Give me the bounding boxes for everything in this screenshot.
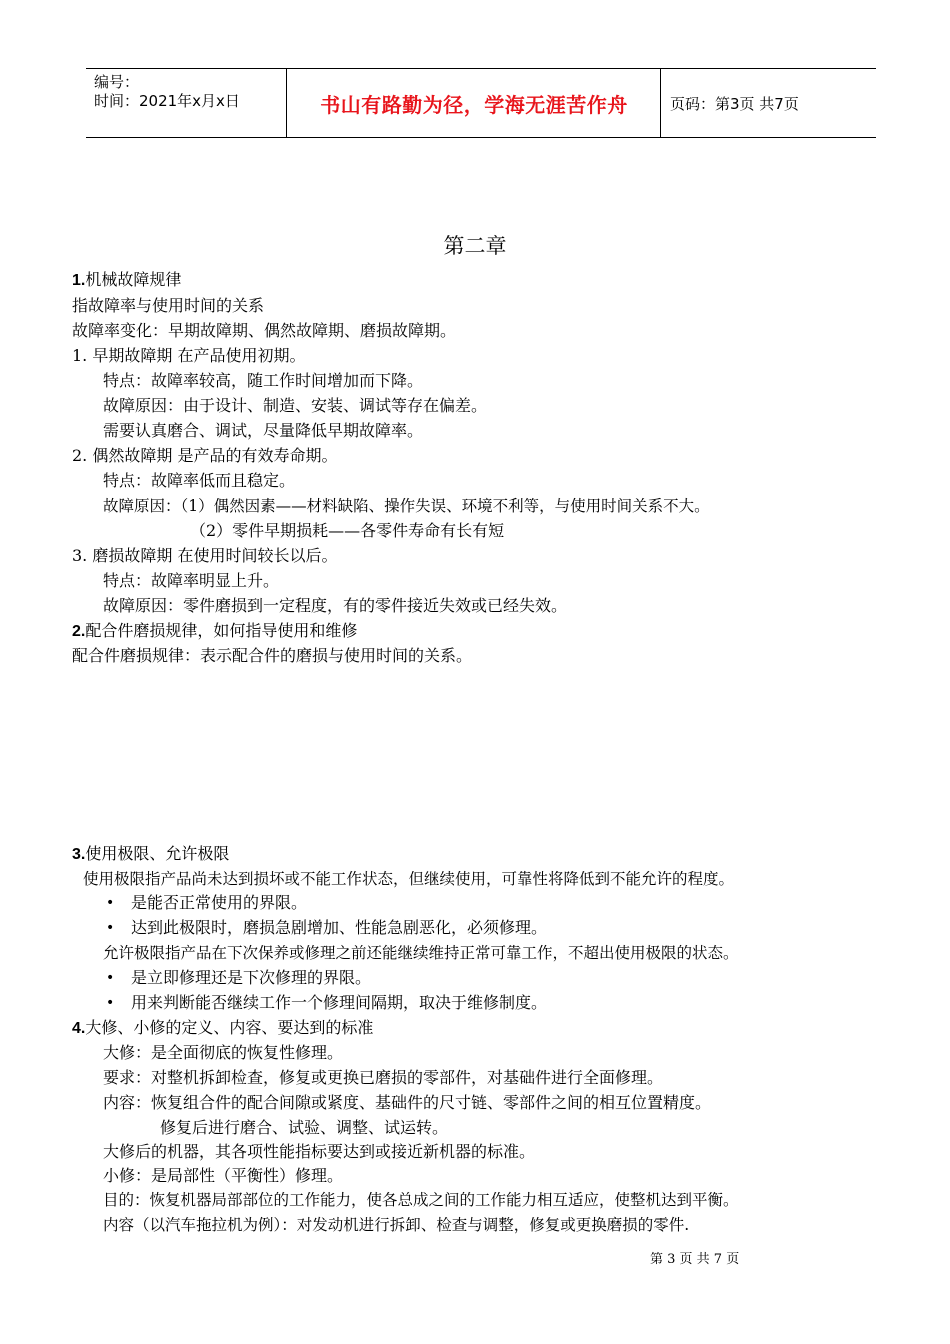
section-number: 2. — [72, 623, 86, 640]
text-line: 故障原因：（1）偶然因素——材料缺陷、操作失误、环境不利等，与使用时间关系不大。 — [103, 497, 710, 515]
bullet-icon: • — [106, 920, 115, 936]
text-line: 配合件磨损规律：表示配合件的磨损与使用时间的关系。 — [72, 646, 473, 665]
section-heading: 1.机械故障规律 — [72, 270, 182, 289]
header-divider — [660, 69, 661, 137]
text-line: 修复后进行磨合、试验、调整、试运转。 — [160, 1118, 449, 1137]
text-line: 3. 磨损故障期 在使用时间较长以后。 — [72, 546, 338, 565]
text-line: 使用极限指产品尚未达到损坏或不能工作状态，但继续使用，可靠性将降低到不能允许的程度。 — [83, 870, 735, 888]
text-line: 指故障率与使用时间的关系 — [72, 296, 265, 315]
text-line: 大修：是全面彻底的恢复性修理。 — [103, 1043, 344, 1062]
section-number: 3. — [72, 846, 86, 863]
text-line: 小修：是局部性（平衡性）修理。 — [103, 1166, 344, 1185]
page-header — [86, 68, 876, 138]
text-line: 要求：对整机拆卸检查，修复或更换已磨损的零部件，对基础件进行全面修理。 — [103, 1068, 664, 1087]
bullet-item: 达到此极限时，磨损急剧增加、性能急剧恶化，必须修理。 — [131, 918, 548, 937]
section-heading: 2.配合件磨损规律，如何指导使用和维修 — [72, 621, 358, 640]
text-line: 故障原因：由于设计、制造、安装、调试等存在偏差。 — [103, 396, 488, 415]
page-label: 页码：第3页 共7页 — [670, 94, 799, 113]
bullet-item: 是立即修理还是下次修理的界限。 — [131, 968, 372, 987]
section-heading: 3.使用极限、允许极限 — [72, 844, 230, 863]
chapter-title: 第二章 — [443, 234, 507, 258]
time-label: 时间：2021年x月x日 — [94, 92, 240, 110]
page-footer: 第 3 页 共 7 页 — [650, 1252, 740, 1267]
text-line: 1. 早期故障期 在产品使用初期。 — [72, 346, 306, 365]
text-line: 特点：故障率低而且稳定。 — [103, 471, 296, 490]
section-number: 4. — [72, 1020, 86, 1037]
bullet-icon: • — [106, 895, 115, 911]
text-line: 特点：故障率明显上升。 — [103, 571, 280, 590]
bullet-item: 是能否正常使用的界限。 — [131, 893, 308, 912]
bullet-item: 用来判断能否继续工作一个修理间隔期，取决于维修制度。 — [131, 993, 548, 1012]
text-line: 允许极限指产品在下次保养或修理之前还能继续维持正常可靠工作，不超出使用极限的状态。 — [103, 944, 739, 962]
text-line: 故障率变化：早期故障期、偶然故障期、磨损故障期。 — [72, 321, 457, 340]
text-line: （2）零件早期损耗——各零件寿命有长有短 — [190, 521, 505, 540]
text-line: 内容：恢复组合件的配合间隙或紧度、基础件的尺寸链、零部件之间的相互位置精度。 — [103, 1093, 712, 1112]
text-line: 2. 偶然故障期 是产品的有效寿命期。 — [72, 446, 338, 465]
text-line: 故障原因：零件磨损到一定程度，有的零件接近失效或已经失效。 — [103, 596, 568, 615]
text-line: 特点：故障率较高，随工作时间增加而下降。 — [103, 371, 424, 390]
text-line: 内容（以汽车拖拉机为例）：对发动机进行拆卸、检查与调整，修复或更换磨损的零件. — [103, 1216, 690, 1234]
header-divider — [286, 69, 287, 137]
header-meta — [94, 73, 240, 111]
header-motto: 书山有路勤为径，学海无涯苦作舟 — [320, 92, 628, 117]
bullet-icon: • — [106, 970, 115, 986]
bullet-icon: • — [106, 995, 115, 1011]
number-label: 编号： — [94, 73, 140, 91]
text-line: 需要认真磨合、调试，尽量降低早期故障率。 — [103, 421, 424, 440]
text-line: 目的：恢复机器局部部位的工作能力，使各总成之间的工作能力相互适应，使整机达到平衡。 — [103, 1191, 739, 1209]
section-number: 1. — [72, 272, 86, 289]
section-heading: 4.大修、小修的定义、内容、要达到的标准 — [72, 1018, 374, 1037]
text-line: 大修后的机器，其各项性能指标要达到或接近新机器的标准。 — [103, 1142, 536, 1161]
